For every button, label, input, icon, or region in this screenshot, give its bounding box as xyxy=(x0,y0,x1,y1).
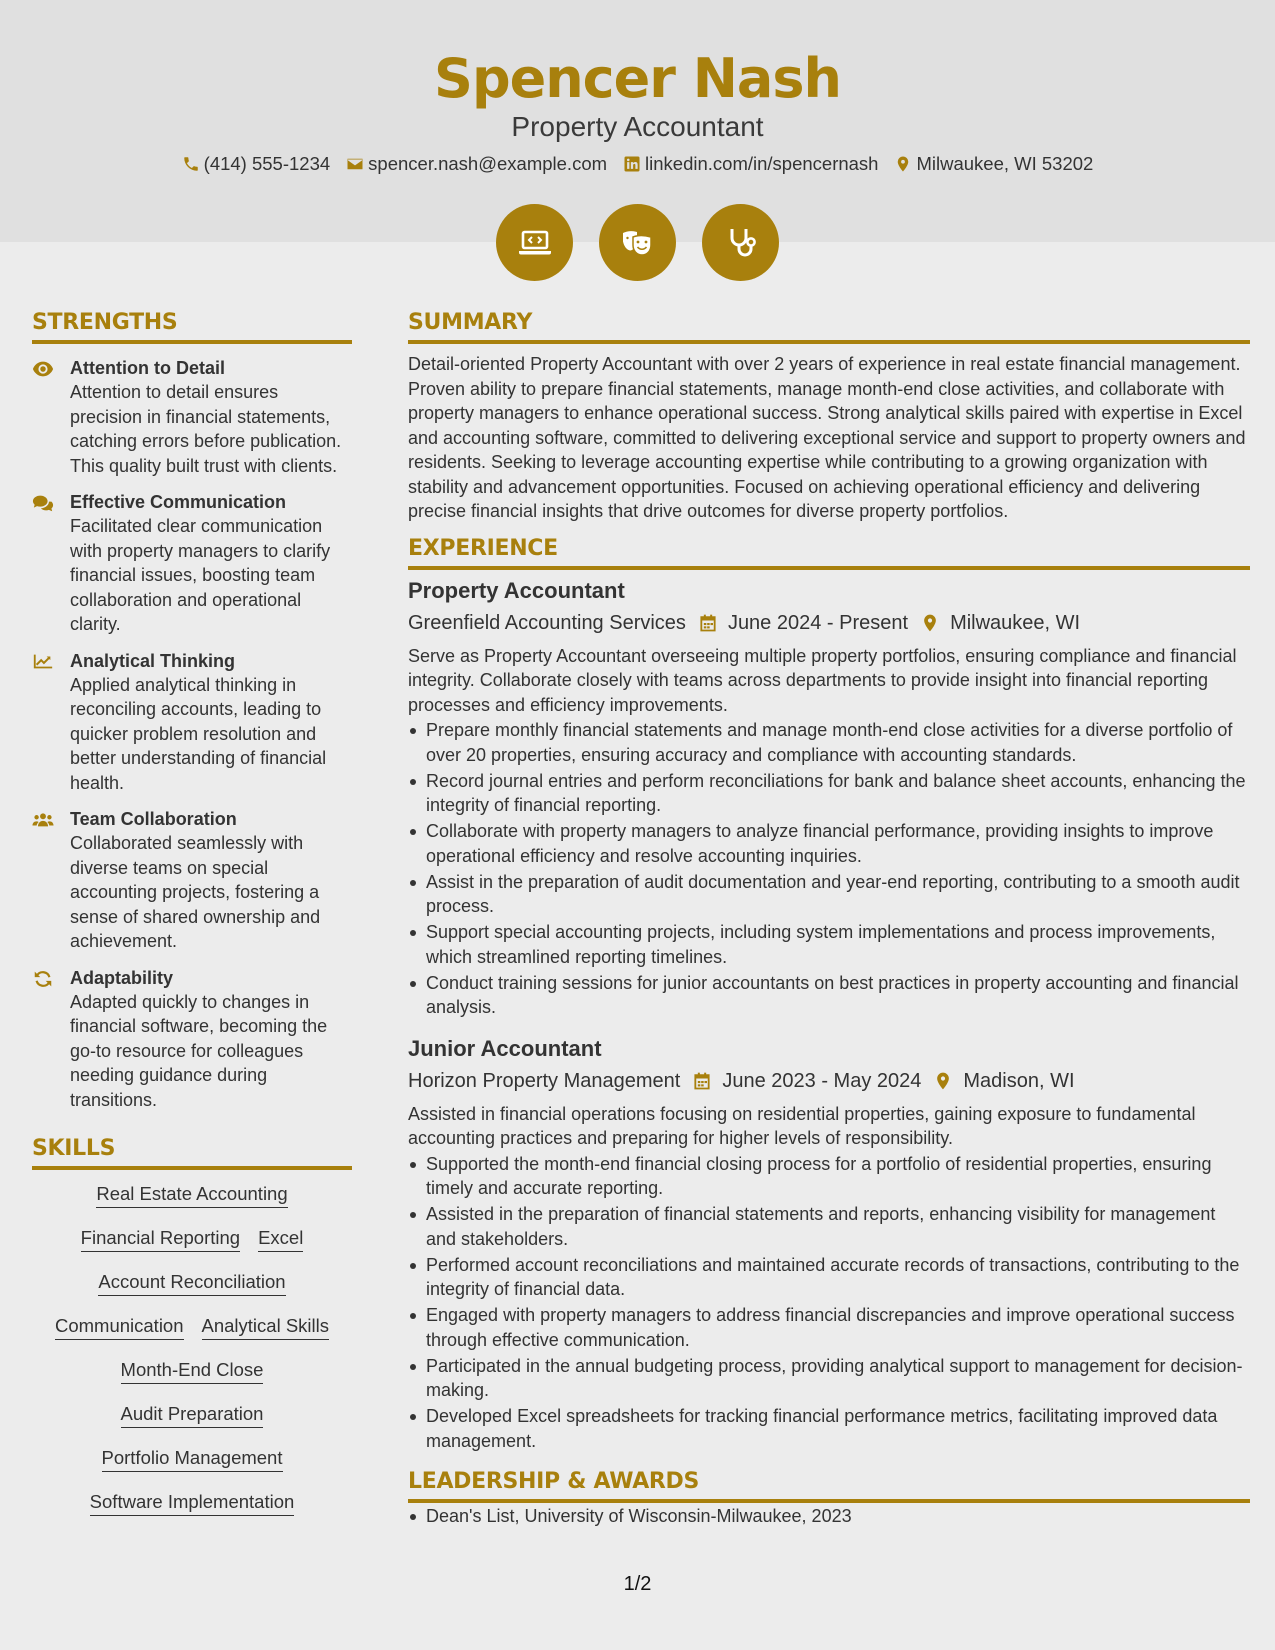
job-meta xyxy=(408,608,1250,638)
job-bullet: Collaborate with property managers to analyze financial performance, providing insights to improve operational efficiency and resolve accounting inquiries. xyxy=(408,819,1250,868)
sync-icon xyxy=(32,970,54,988)
summary-text: Detail-oriented Property Accountant with over 2 years of experience in real estate financial management. Proven ability to prepare financial statements, manage month-end close activities, and collaborate with property managers to enhance operational success. Strong analytical skills paired with expertise in Excel and accounting software, committed to delivering exceptional service and support to property owners and residents. Seeking to leverage accounting expertise while contributing to a growing organization with stability and advancement opportunities. Focused on achieving operational efficiency and delivering precise financial insights that drive outcomes for diverse property portfolios. xyxy=(408,354,1246,521)
page-indicator: 1/2 xyxy=(623,1573,652,1595)
strength-item xyxy=(32,649,352,796)
skill-tag: Portfolio Management xyxy=(102,1446,283,1472)
stethoscope-icon xyxy=(721,223,761,263)
strength-description: Attention to detail ensures precision in financial statements, catching errors before publication. This quality built trust with clients. xyxy=(70,382,342,476)
right-column xyxy=(408,308,1250,1530)
strength-name: Analytical Thinking xyxy=(70,650,236,671)
job-dates: June 2023 - May 2024 xyxy=(722,1069,922,1092)
map-marker-icon xyxy=(933,1071,953,1091)
job-dates: June 2024 - Present xyxy=(727,611,909,634)
job-entry xyxy=(408,576,1250,1020)
comments-icon xyxy=(32,494,54,512)
job-description: Serve as Property Accountant overseeing multiple property portfolios, ensuring compliance and financial integrity. Collaborate closely with teams across departments to provide insight into financial reporting processes and efficiency improvements. xyxy=(408,645,1237,715)
skill-tag: Communication xyxy=(55,1314,184,1340)
job-bullet: Assisted in the preparation of financial statements and reports, enhancing visibility for management and stakeholders. xyxy=(408,1202,1250,1251)
job-bullet: Conduct training sessions for junior accountants on best practices in property accounting and financial analysis. xyxy=(408,971,1250,1020)
contact-bar xyxy=(0,152,1275,176)
job-bullet: Assist in the preparation of audit documentation and year-end reporting, contributing to a smooth audit process. xyxy=(408,870,1250,919)
contact-phone xyxy=(182,152,331,176)
eye-icon xyxy=(32,360,54,378)
skill-tag: Real Estate Accounting xyxy=(96,1182,287,1208)
interest-circle xyxy=(599,204,676,281)
job-bullet: Prepare monthly financial statements and manage month-end close activities for a diverse portfolio of over 20 properties, ensuring accuracy and compliance with accounting standards. xyxy=(408,718,1250,767)
job-bullet: Supported the month-end financial closing process for a portfolio of residential properties, ensuring timely and accurate reporting. xyxy=(408,1152,1250,1201)
job-bullet: Record journal entries and perform reconciliations for bank and balance sheet accounts, enhancing the integrity of financial reporting. xyxy=(408,769,1250,818)
strength-name: Adaptability xyxy=(70,967,174,988)
awards-heading: LEADERSHIP & AWARDS xyxy=(408,1467,1250,1503)
job-company: Horizon Property Management xyxy=(408,1069,681,1092)
summary-heading: SUMMARY xyxy=(408,308,1250,344)
skills-heading: SKILLS xyxy=(32,1134,352,1170)
job-role: Junior Accountant xyxy=(408,1035,602,1061)
phone-icon xyxy=(182,155,200,173)
contact-email[interactable] xyxy=(346,152,607,176)
strength-item xyxy=(32,966,352,1113)
interest-icons xyxy=(0,204,1275,281)
location-text: Milwaukee, WI 53202 xyxy=(916,153,1094,174)
chart-line-icon xyxy=(32,653,54,671)
strength-name: Team Collaboration xyxy=(70,809,237,829)
map-marker-icon xyxy=(894,155,912,173)
strength-description: Adapted quickly to changes in financial software, becoming the go-to resource for colleagues needing guidance during transitions. xyxy=(70,991,328,1110)
candidate-title: Property Accountant xyxy=(511,111,764,142)
job-bullet: Participated in the annual budgeting process, providing analytical support to management for decision-making. xyxy=(408,1354,1250,1403)
candidate-name: Spencer Nash xyxy=(434,47,841,110)
skill-tag: Account Reconciliation xyxy=(98,1270,285,1296)
strength-item xyxy=(32,807,352,954)
calendar-icon xyxy=(698,613,718,633)
skill-tag: Analytical Skills xyxy=(202,1314,330,1340)
contact-linkedin[interactable] xyxy=(623,152,878,176)
job-bullet: Support special accounting projects, including system implementations and process improvements, which streamlined reporting timelines. xyxy=(408,920,1250,969)
users-icon xyxy=(32,811,54,829)
map-marker-icon xyxy=(920,613,940,633)
job-bullets xyxy=(408,718,1250,1020)
laptop-code-icon xyxy=(515,223,555,263)
job-description: Assisted in financial operations focusing on residential properties, gaining exposure to fundamental accounting practices and preparing for higher levels of responsibility. xyxy=(408,1103,1196,1148)
phone-text: (414) 555-1234 xyxy=(203,153,331,174)
strength-name: Attention to Detail xyxy=(70,358,225,378)
email-text[interactable]: spencer.nash@example.com xyxy=(368,153,608,174)
awards-list xyxy=(408,1504,1250,1529)
interest-circle xyxy=(496,204,573,281)
skill-tag: Excel xyxy=(258,1226,303,1252)
theater-masks-icon xyxy=(618,223,658,263)
strength-description: Applied analytical thinking in reconciling accounts, leading to quicker problem resolution and better understanding of financial health. xyxy=(70,674,327,793)
calendar-icon xyxy=(692,1071,712,1091)
job-bullets xyxy=(408,1152,1250,1454)
envelope-icon xyxy=(346,155,364,173)
job-meta xyxy=(408,1066,1250,1096)
strength-item xyxy=(32,356,352,478)
left-column xyxy=(32,308,352,1534)
job-entry xyxy=(408,1034,1250,1454)
skill-tag: Software Implementation xyxy=(90,1490,295,1516)
strength-description: Facilitated clear communication with property managers to clarify financial issues, boosting team collaboration and operational clarity. xyxy=(70,516,331,634)
job-company: Greenfield Accounting Services xyxy=(408,611,686,634)
strengths-heading: STRENGTHS xyxy=(32,308,352,344)
skill-tag: Audit Preparation xyxy=(121,1402,264,1428)
linkedin-text[interactable]: linkedin.com/in/spencernash xyxy=(645,153,879,174)
experience-heading: EXPERIENCE xyxy=(408,534,1250,570)
job-location: Madison, WI xyxy=(963,1069,1075,1092)
skill-tag: Month-End Close xyxy=(121,1358,264,1384)
strength-description: Collaborated seamlessly with diverse teams on special accounting projects, fostering a sense of shared ownership and achievement. xyxy=(70,833,321,951)
interest-circle xyxy=(702,204,779,281)
strength-name: Effective Communication xyxy=(70,492,287,512)
job-bullet: Performed account reconciliations and maintained accurate records of transactions, contributing to the integrity of financial data. xyxy=(408,1253,1250,1302)
skill-tag: Financial Reporting xyxy=(81,1226,240,1252)
job-role: Property Accountant xyxy=(408,577,625,603)
skills-list xyxy=(32,1170,352,1516)
job-location: Milwaukee, WI xyxy=(950,611,1081,634)
linkedin-icon xyxy=(623,155,641,173)
contact-location xyxy=(894,152,1093,176)
award-item: Dean's List, University of Wisconsin-Milwaukee, 2023 xyxy=(408,1504,1250,1529)
strength-item xyxy=(32,490,352,637)
job-bullet: Engaged with property managers to address financial discrepancies and improve operational success through effective communication. xyxy=(408,1303,1250,1352)
job-bullet: Developed Excel spreadsheets for tracking financial performance metrics, facilitating improved data management. xyxy=(408,1404,1250,1453)
